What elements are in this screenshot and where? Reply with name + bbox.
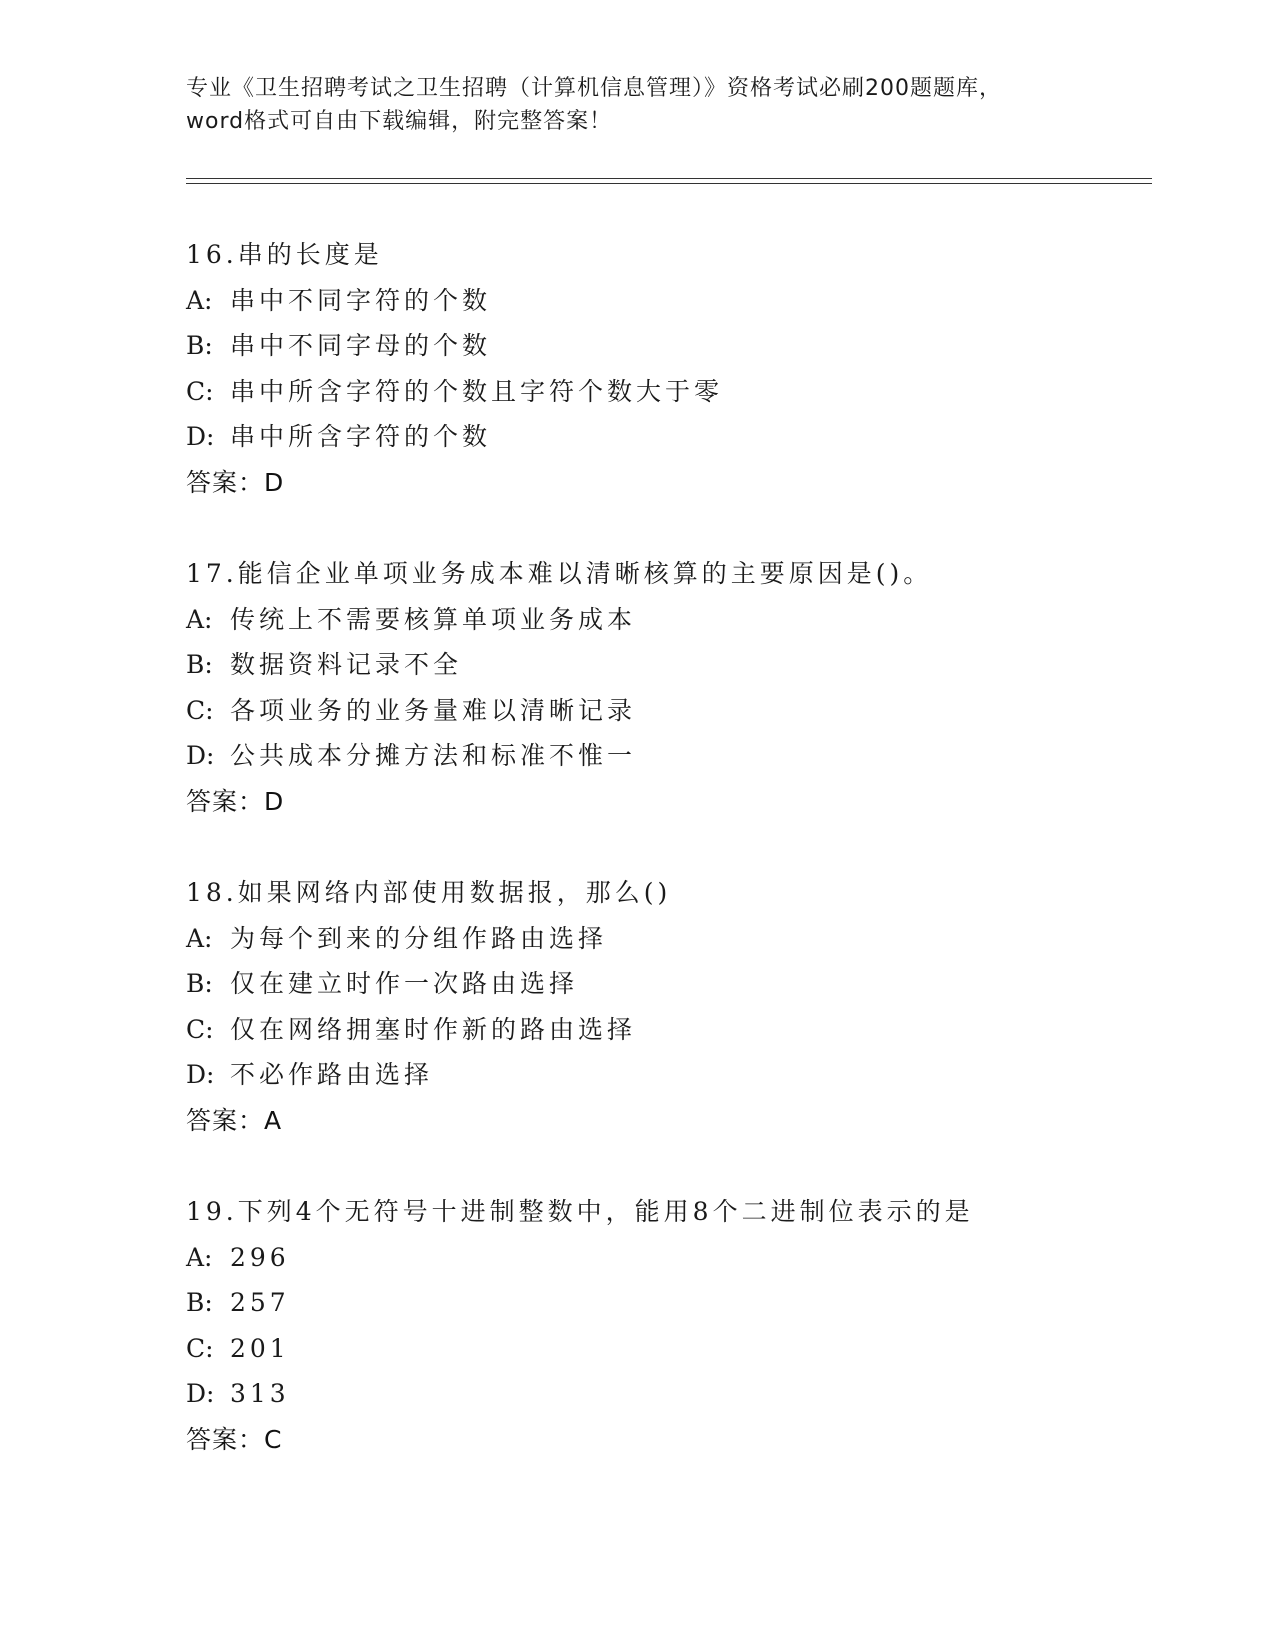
question-16 bbox=[186, 232, 1186, 505]
option-text: 313 bbox=[230, 1379, 290, 1408]
answer-line: 答案：C bbox=[186, 1424, 283, 1454]
header-divider-top bbox=[186, 178, 1152, 179]
option-text: 257 bbox=[230, 1288, 290, 1317]
document-header bbox=[186, 72, 1086, 138]
option-a bbox=[186, 597, 1186, 643]
option-text: 为每个到来的分组作路由选择 bbox=[230, 923, 608, 953]
option-d bbox=[186, 733, 1186, 779]
option-c bbox=[186, 369, 1186, 415]
option-text: 各项业务的业务量难以清晰记录 bbox=[230, 695, 637, 725]
option-letter: B: bbox=[186, 331, 213, 360]
option-b bbox=[186, 642, 1186, 688]
option-d bbox=[186, 1371, 1186, 1417]
header-title-line-2: word格式可自由下载编辑，附完整答案！ bbox=[186, 109, 613, 134]
option-letter: D: bbox=[186, 1060, 215, 1089]
option-text: 公共成本分摊方法和标准不惟一 bbox=[230, 741, 637, 770]
option-letter: A: bbox=[186, 604, 213, 634]
option-text: 串中不同字符的个数 bbox=[230, 285, 492, 315]
question-17 bbox=[186, 551, 1186, 824]
question-stem: 17.能信企业单项业务成本难以清晰核算的主要原因是()。 bbox=[186, 559, 933, 588]
option-letter: C: bbox=[186, 695, 214, 725]
option-text: 296 bbox=[230, 1242, 290, 1272]
option-letter: B: bbox=[186, 969, 213, 998]
question-stem: 18.如果网络内部使用数据报，那么() bbox=[186, 878, 672, 907]
question-stem: 16.串的长度是 bbox=[186, 240, 383, 269]
option-letter: D: bbox=[186, 422, 215, 451]
option-letter: C: bbox=[186, 376, 214, 406]
option-c bbox=[186, 688, 1186, 734]
question-list bbox=[186, 232, 1186, 1508]
option-a bbox=[186, 278, 1186, 324]
option-b bbox=[186, 1280, 1186, 1326]
option-d bbox=[186, 1052, 1186, 1098]
option-a bbox=[186, 1235, 1186, 1281]
answer-line: 答案：D bbox=[186, 786, 285, 816]
option-letter: C: bbox=[186, 1014, 214, 1044]
option-text: 数据资料记录不全 bbox=[230, 650, 463, 679]
option-text: 串中所含字符的个数且字符个数大于零 bbox=[230, 376, 724, 406]
question-18 bbox=[186, 870, 1186, 1143]
option-letter: D: bbox=[186, 1379, 215, 1408]
answer-line: 答案：A bbox=[186, 1105, 283, 1135]
option-text: 201 bbox=[230, 1333, 290, 1363]
option-b bbox=[186, 323, 1186, 369]
option-c bbox=[186, 1007, 1186, 1053]
option-letter: C: bbox=[186, 1333, 214, 1363]
option-c bbox=[186, 1326, 1186, 1372]
option-letter: B: bbox=[186, 1288, 213, 1317]
option-d bbox=[186, 414, 1186, 460]
question-stem: 19.下列4个无符号十进制整数中，能用8个二进制位表示的是 bbox=[186, 1197, 974, 1226]
option-text: 串中不同字母的个数 bbox=[230, 331, 492, 360]
option-letter: B: bbox=[186, 650, 213, 679]
option-text: 传统上不需要核算单项业务成本 bbox=[230, 604, 637, 634]
header-divider-bottom bbox=[186, 183, 1152, 184]
option-letter: A: bbox=[186, 923, 213, 953]
option-a bbox=[186, 916, 1186, 962]
option-letter: D: bbox=[186, 741, 215, 770]
option-text: 仅在建立时作一次路由选择 bbox=[230, 969, 579, 998]
option-text: 仅在网络拥塞时作新的路由选择 bbox=[230, 1014, 637, 1044]
option-text: 串中所含字符的个数 bbox=[230, 422, 492, 451]
answer-line: 答案：D bbox=[186, 467, 285, 497]
option-text: 不必作路由选择 bbox=[230, 1060, 434, 1089]
option-letter: A: bbox=[186, 1242, 213, 1272]
question-19 bbox=[186, 1189, 1186, 1462]
option-b bbox=[186, 961, 1186, 1007]
option-letter: A: bbox=[186, 285, 213, 315]
header-title-line-1: 专业《卫生招聘考试之卫生招聘（计算机信息管理）》资格考试必刷200题题库， bbox=[186, 76, 1002, 101]
